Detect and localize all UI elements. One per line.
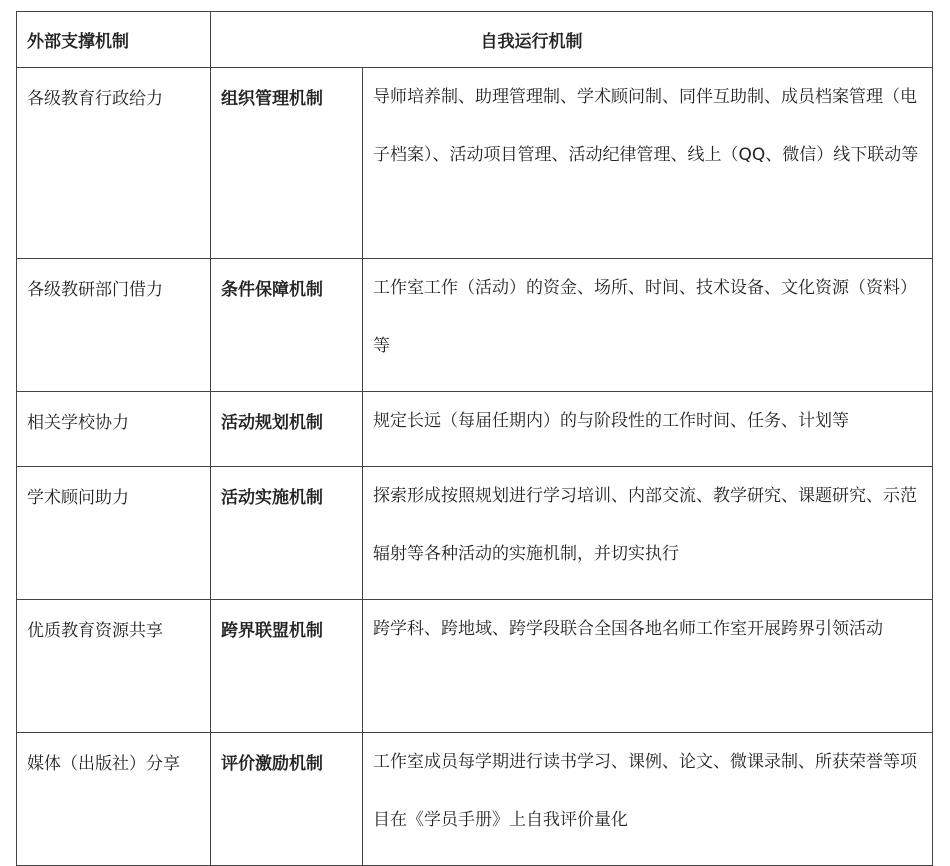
header-self-operation: 自我运行机制 [211, 12, 933, 68]
description-cell: 规定长远（每届任期内）的与阶段性的工作时间、任务、计划等 [363, 392, 933, 467]
support-cell: 媒体（出版社）分享 [17, 733, 211, 866]
header-external-support: 外部支撑机制 [17, 12, 211, 68]
description-cell: 探索形成按照规划进行学习培训、内部交流、教学研究、课题研究、示范辐射等各种活动的实施机制，并切实执行 [363, 467, 933, 600]
mechanism-cell: 活动规划机制 [211, 392, 363, 467]
description-cell: 工作室成员每学期进行读书学习、课例、论文、微课录制、所获荣誉等项目在《学员手册》上自我评价量化 [363, 733, 933, 866]
table-row [17, 392, 933, 467]
mechanism-cell: 评价激励机制 [211, 733, 363, 866]
table-header-row [17, 12, 933, 68]
description-cell: 跨学科、跨地域、跨学段联合全国各地名师工作室开展跨界引领活动 [363, 600, 933, 733]
mechanism-cell: 条件保障机制 [211, 259, 363, 392]
mechanism-table [16, 11, 932, 830]
mechanism-cell: 跨界联盟机制 [211, 600, 363, 733]
table-row [17, 467, 933, 600]
description-cell: 工作室工作（活动）的资金、场所、时间、技术设备、文化资源（资料）等 [363, 259, 933, 392]
support-cell: 学术顾问助力 [17, 467, 211, 600]
support-cell: 优质教育资源共享 [17, 600, 211, 733]
mechanism-cell: 活动实施机制 [211, 467, 363, 600]
support-cell: 相关学校协力 [17, 392, 211, 467]
table-row [17, 600, 933, 733]
support-cell: 各级教研部门借力 [17, 259, 211, 392]
support-cell: 各级教育行政给力 [17, 68, 211, 259]
description-cell: 导师培养制、助理管理制、学术顾问制、同伴互助制、成员档案管理（电子档案）、活动项目管理、活动纪律管理、线上（QQ、微信）线下联动等 [363, 68, 933, 259]
table-row [17, 259, 933, 392]
table-row [17, 733, 933, 866]
table-row [17, 68, 933, 259]
mechanism-cell: 组织管理机制 [211, 68, 363, 259]
